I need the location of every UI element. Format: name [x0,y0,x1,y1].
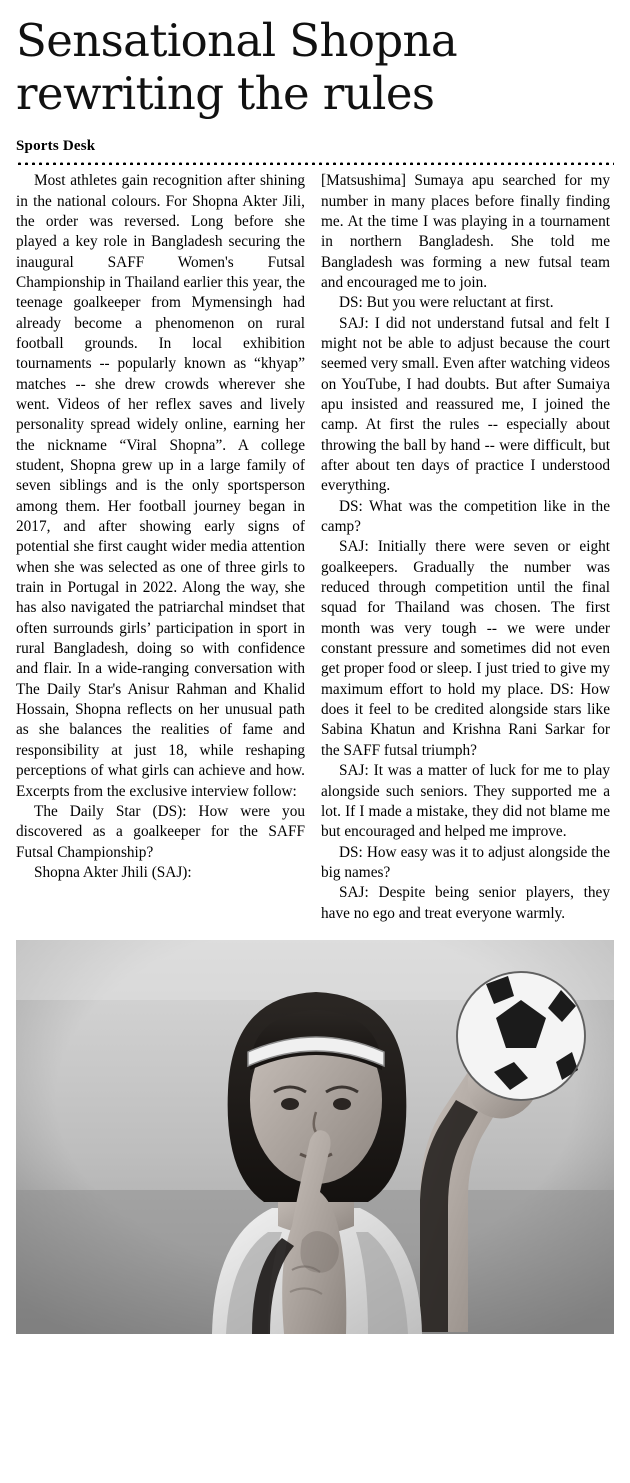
column-right [321,171,610,924]
article-photo [16,940,614,1334]
paragraph: [Matsushima] Sumaya apu searched for my number in many places before finally finding me. At the time I was playing in a tournament in northern Bangladesh. She told me Bangladesh was forming a new futsal team and encouraged me to join. [321,172,610,291]
page-title: Sensational Shopna rewriting the rules [16,14,458,121]
paragraph: SAJ: Despite being senior players, they have no ego and treat everyone warmly. [321,884,610,922]
paragraph: The Daily Star (DS): How were you discovered as a goalkeeper for the SAFF Futsal Championship? [16,802,305,861]
byline: Sports Desk [16,138,96,155]
paragraph: DS: But you were reluctant at first. [339,294,554,312]
column-left [16,171,305,883]
article-columns [16,171,614,924]
photo-illustration [16,940,614,1334]
paragraph: SAJ: Initially there were seven or eight goalkeepers. Gradually the number was reduced through competition until the final squad for Thailand was chosen. The first month was very tough -- we were under constant pressure and sometimes did not even get proper food or sleep. I just tried to give my maximum effort to hold my place. DS: How does it feel to be credited alongside stars like Sabina Khatun and Krishna Rani Sarkar for the SAFF futsal triumph? [321,538,610,759]
byline-block [16,138,614,165]
paragraph: Most athletes gain recognition after shining in the national colours. For Shopna Akter Jili, the order was reversed. Long before she played a key role in Bangladesh securing the inaugural SAFF Women's Futsal Championship in Thailand earlier this year, the teenage goalkeeper from Mymensingh had already become a phenomenon on rural football grounds. In local exhibition tournaments -- popularly known as “khyap” matches -- she drew crowds wherever she went. Videos of her reflex saves and lively personality spread widely online, earning her the nickname “Viral Shopna”. A college student, Shopna grew up in a large family of seven siblings and is the only sportsperson among them. Her football journey began in 2017, and after showing early signs of potential she first caught wider media attention when she was selected as one of three girls to train in Portugal in 2022. Along the way, she has also navigated the patriarchal mindset that often surrounds girls’ participation in sport in rural Bangladesh, doing so with confidence and flair. In a wide-ranging conversation with The Daily Star's Anisur Rahman and Khalid Hossain, Shopna reflects on her unusual path as she balances the realities of fame and responsibility at just 18, while reshaping perceptions of what girls can achieve and how. Excerpts from the exclusive interview follow: [16,172,305,800]
paragraph: SAJ: It was a matter of luck for me to play alongside such seniors. They supported me a lot. If I made a mistake, they did not blame me but encouraged and helped me improve. [321,762,610,841]
dotted-divider [16,159,614,165]
paragraph: SAJ: I did not understand futsal and felt I might not be able to adjust because the court seemed very small. Even after watching videos on YouTube, I had doubts. But after Sumaiya apu insisted and reassured me, I joined the camp. At first the rules -- especially about throwing the ball by hand -- were difficult, but after about ten days of practice I understood everything. [321,314,610,495]
paragraph: DS: What was the competition like in the camp? [321,497,610,536]
paragraph: DS: How easy was it to adjust alongside the big names? [321,843,610,881]
paragraph: Shopna Akter Jhili (SAJ): [34,863,192,881]
